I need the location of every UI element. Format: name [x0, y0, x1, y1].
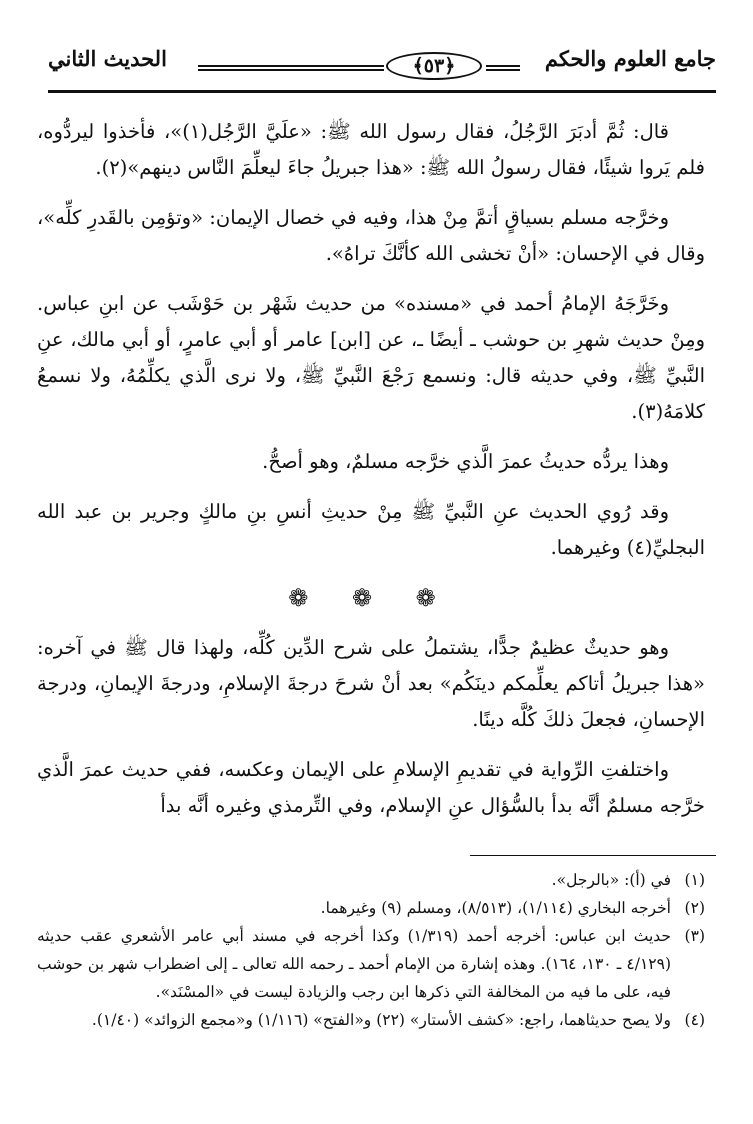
footnote-number: (٤)	[684, 1011, 705, 1029]
section-title: الحديث الثاني	[48, 46, 167, 71]
ornament-separator: ❁ ❁ ❁	[288, 584, 454, 612]
footnote-separator	[470, 855, 716, 856]
footnote-text: أخرجه البخاري (١/١١٤)، (٨/٥١٣)، ومسلم (٩) وغيرهما.	[320, 899, 671, 917]
paragraph: واختلفتِ الرِّواية في تقديمِ الإسلامِ على الإيمان وعكسه، ففي حديث عمرَ الَّذي خرَّجه مسلمٌ أنَّه بدأ بالسُّؤال عنِ الإسلام، وفي التِّرمذي وغيره أنَّه بدأ	[37, 758, 705, 817]
paragraph: وهذا يردُّه حديثُ عمرَ الَّذي خرَّجه مسلمٌ، وهو أصحُّ.	[262, 450, 669, 473]
paragraph: وهو حديثٌ عظيمٌ جدًّا، يشتملُ على شرح الدِّين كُلِّه، ولهذا قال ﷺ في آخره: «هذا جبريلُ أتاكم يعلِّمكم دينَكُم» بعد أنْ شرحَ درجةَ الإسلامِ، ودرجةَ الإيمانِ، ودرجة الإحسانِ، فجعلَ ذلكَ كُلَّه دينًا.	[37, 636, 705, 731]
header-double-rule	[198, 65, 384, 71]
paragraph: وخرَّجه مسلم بسياقٍ أتمَّ مِنْ هذا، وفيه في خصال الإيمان: «وتؤمِن بالقَدرِ كلِّه»، وقال في الإحسان: «أنْ تخشى الله كأنَّكَ تراهُ».	[37, 206, 705, 265]
footnote	[37, 866, 705, 894]
footnote-text: حديث ابن عباس: أخرجه أحمد (١/٣١٩) وكذا أخرجه في مسند أبي عامر الأشعري عقب حديثه (٤/١٢٩ ـ ١٣٠، ١٦٤). وهذه إشارة من الإمام أحمد ـ رحمه الله تعالى ـ إلى اضطراب شهر بن حوشب فيه، على ما فيه من المخالفة التي ذكرها ابن رجب والزيادة ليست في «المسْنَد».	[37, 927, 671, 1001]
paragraph: قال: ثُمَّ أدبَرَ الرَّجُلُ، فقال رسول الله ﷺ: «علَيَّ الرَّجُل(١)»، فأخذوا ليردُّوه، فلم يَروا شيئًا، فقال رسولُ الله ﷺ: «هذا جبريلُ جاءَ ليعلِّمَ النَّاس دينهم»(٢).	[37, 120, 705, 179]
footnote	[37, 1006, 705, 1034]
page-number: ﴿٥٣﴾	[386, 52, 482, 80]
footnote-number: (٢)	[684, 899, 705, 917]
footnote	[37, 894, 705, 922]
footnote	[37, 922, 705, 1006]
footnotes	[37, 866, 705, 1034]
paragraph: وقد رُوي الحديث عنِ النَّبيِّ ﷺ مِنْ حديثِ أنسِ بنِ مالكٍ وجرير بن عبد الله البجليِّ(٤) وغيرهما.	[37, 500, 705, 559]
book-title: جامع العلوم والحكم	[544, 46, 716, 71]
footnote-number: (١)	[684, 871, 705, 889]
paragraph: وخَرَّجَهُ الإمامُ أحمد في «مسنده» من حديث شَهْر بن حَوْشَب عن ابنِ عباس. ومِنْ حديث شهرِ بن حوشب ـ أيضًا ـ، عن [ابن] عامر أو أبي عامرٍ، أو أبي مالك، عنِ النَّبيِّ ﷺ، وفي حديثه قال: ونسمع رَجْعَ النَّبيِّ ﷺ، ولا نرى الَّذي يكلِّمُهُ، ولا نسمعُ كلامَهُ(٣).	[37, 292, 705, 423]
main-text	[37, 114, 705, 838]
page-header	[48, 46, 716, 90]
header-rule	[48, 90, 716, 93]
footnote-text: في (أ): «بالرجل».	[551, 871, 671, 889]
footnote-number: (٣)	[684, 927, 705, 945]
header-double-rule	[486, 65, 520, 71]
footnote-text: ولا يصح حديثاهما، راجع: «كشف الأستار» (٢٢) و«الفتح» (١/١١٦) و«مجمع الزوائد» (١/٤٠).	[91, 1011, 671, 1029]
